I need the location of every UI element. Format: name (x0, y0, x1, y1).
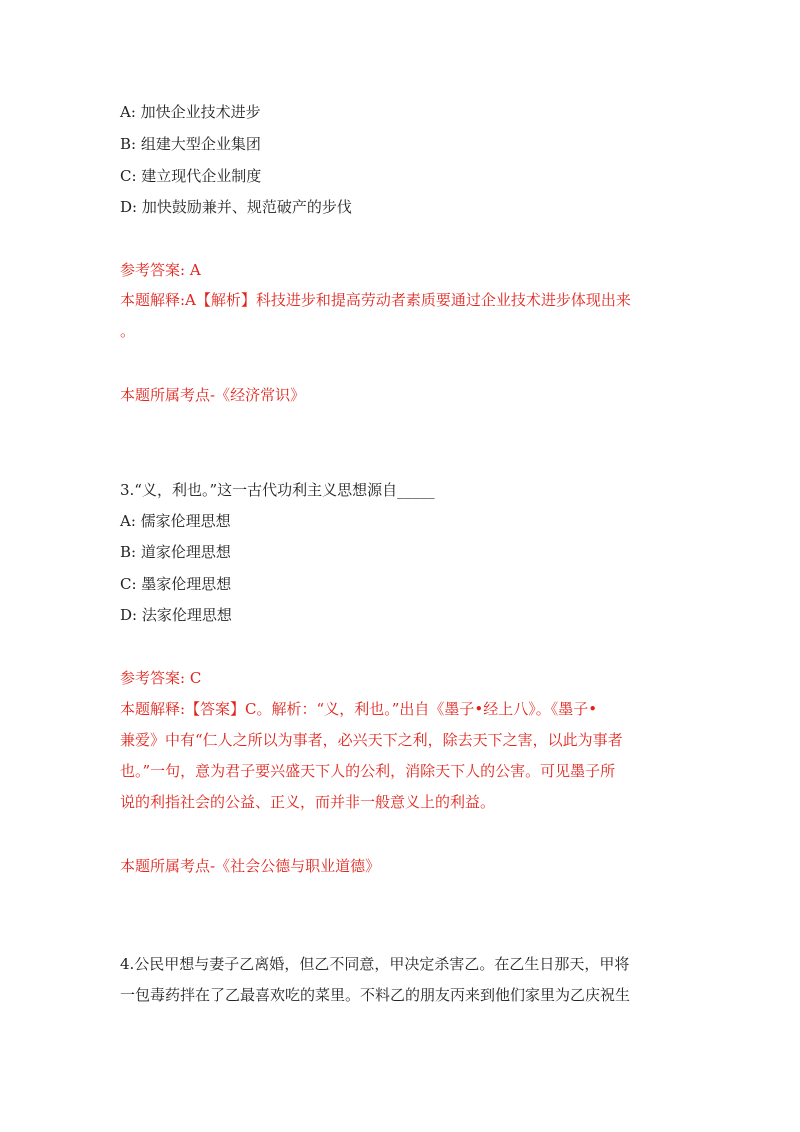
q3-explanation-line: 兼爱》中有“仁人之所以为事者，必兴天下之利，除去天下之害，以此为事者 (120, 731, 623, 749)
q4-question-line: 4.公民甲想与妻子乙离婚，但乙不同意，甲决定杀害乙。在乙生日那天，甲将 (120, 955, 630, 973)
q3-option-a: A: 儒家伦理思想 (120, 512, 231, 530)
q3-option-b: B: 道家伦理思想 (120, 543, 231, 561)
q3-topic: 本题所属考点-《社会公德与职业道德》 (120, 857, 381, 875)
q2-option-a: A: 加快企业技术进步 (120, 103, 261, 121)
q2-topic: 本题所属考点-《经济常识》 (120, 386, 306, 404)
q3-explanation-line: 本题解释:【答案】C。解析：“义，利也。”出自《墨子•经上八》。《墨子• (120, 700, 598, 718)
q2-option-c: C: 建立现代企业制度 (120, 167, 262, 185)
q3-explanation-line: 也。”一句，意为君子要兴盛天下人的公利，消除天下人的公害。可见墨子所 (120, 762, 616, 780)
q2-option-b: B: 组建大型企业集团 (120, 135, 261, 153)
q2-answer: 参考答案: A (120, 261, 201, 279)
q3-explanation-line: 说的利指社会的公益、正义，而并非一般意义上的利益。 (120, 793, 496, 811)
q3-option-d: D: 法家伦理思想 (120, 606, 232, 624)
q2-explanation-line: 本题解释:A【解析】科技进步和提高劳动者素质要通过企业技术进步体现出来 (120, 291, 631, 309)
q3-option-c: C: 墨家伦理思想 (120, 575, 232, 593)
q2-explanation (120, 285, 680, 347)
q2-option-d: D: 加快鼓励兼并、规范破产的步伐 (120, 198, 352, 216)
q3-explanation (120, 694, 680, 818)
q3-answer: 参考答案: C (120, 669, 202, 687)
q4-question (120, 949, 680, 1011)
q3-question: 3.“义，利也。”这一古代功利主义思想源自_____ (120, 481, 435, 499)
q4-question-line: 一包毒药拌在了乙最喜欢吃的菜里。不料乙的朋友丙来到他们家里为乙庆祝生 (120, 986, 631, 1004)
q2-explanation-line: 。 (120, 322, 136, 340)
